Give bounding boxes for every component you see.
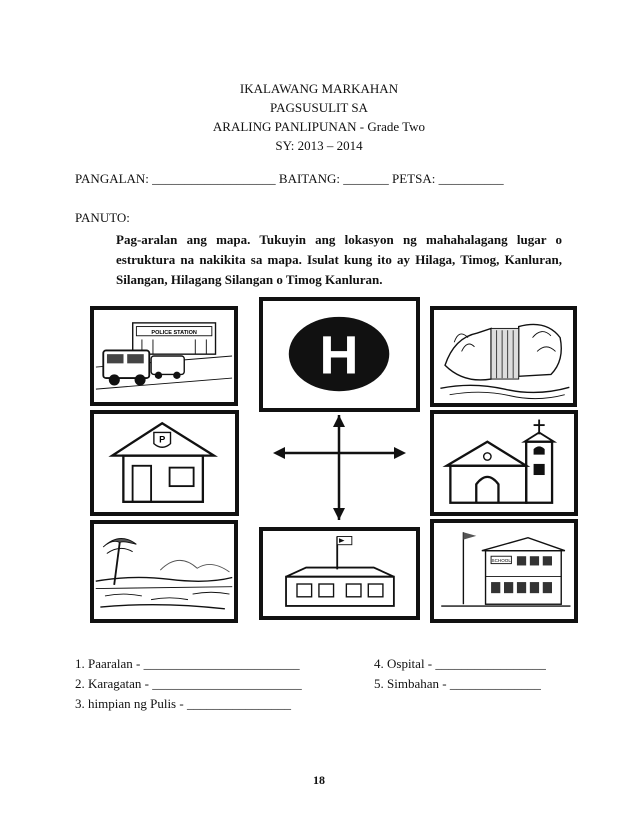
header-quarter: IKALAWANG MARKAHAN [239, 81, 399, 96]
instructions-text: Pag-aralan ang mapa. Tukuyin ang lokasyon ng mahahalagang lugar o estruktura na nakikita sa mapa. Isulat kung ito ay Hilaga, Timog, Kanluran, Silangan, Hilagang Silangan o Timog Kanluran. [116, 232, 562, 287]
hospital-icon [263, 301, 416, 408]
municipal-hall-tile [430, 519, 578, 623]
church-icon [434, 414, 574, 512]
school-icon [263, 531, 416, 616]
house-icon [94, 414, 235, 512]
question-2: 2. Karagatan - _______________________ [75, 676, 302, 691]
police-station-icon [94, 310, 234, 402]
page-number: 18 [313, 773, 325, 787]
compass-cross-icon [259, 415, 420, 520]
hospital-tile [259, 297, 420, 412]
header-test: PAGSUSULIT SA [270, 100, 368, 115]
municipal-hall-icon [434, 523, 574, 619]
question-1: 1. Paaralan - ________________________ [75, 656, 300, 671]
police-station-tile [90, 306, 238, 406]
school-banner-text: SCHOOL [491, 557, 511, 563]
header-school-year: SY: 2013 – 2014 [275, 138, 363, 153]
police-sign-text: POLICE STATION [151, 329, 197, 336]
header-subject: ARALING PANLIPUNAN - Grade Two [212, 119, 426, 134]
sea-tile [90, 520, 238, 623]
church-tile [430, 410, 578, 516]
sea-landscape-icon [94, 524, 234, 619]
waterfall-tile [430, 306, 577, 407]
document-header [0, 79, 638, 155]
student-info-fields: PANGALAN: ___________________ BAITANG: _______ PETSA: __________ [75, 171, 504, 186]
question-5: 5. Simbahan - ______________ [374, 676, 541, 691]
hospital-letter: H [319, 325, 359, 386]
instructions-label: PANUTO: [75, 210, 130, 225]
police-badge-letter: P [159, 434, 166, 445]
waterfall-icon [434, 310, 573, 403]
question-3: 3. himpian ng Pulis - ________________ [75, 696, 291, 711]
compass-tile [259, 415, 420, 520]
house-tile [90, 410, 239, 516]
school-tile [259, 527, 420, 620]
question-4: 4. Ospital - _________________ [374, 656, 546, 671]
